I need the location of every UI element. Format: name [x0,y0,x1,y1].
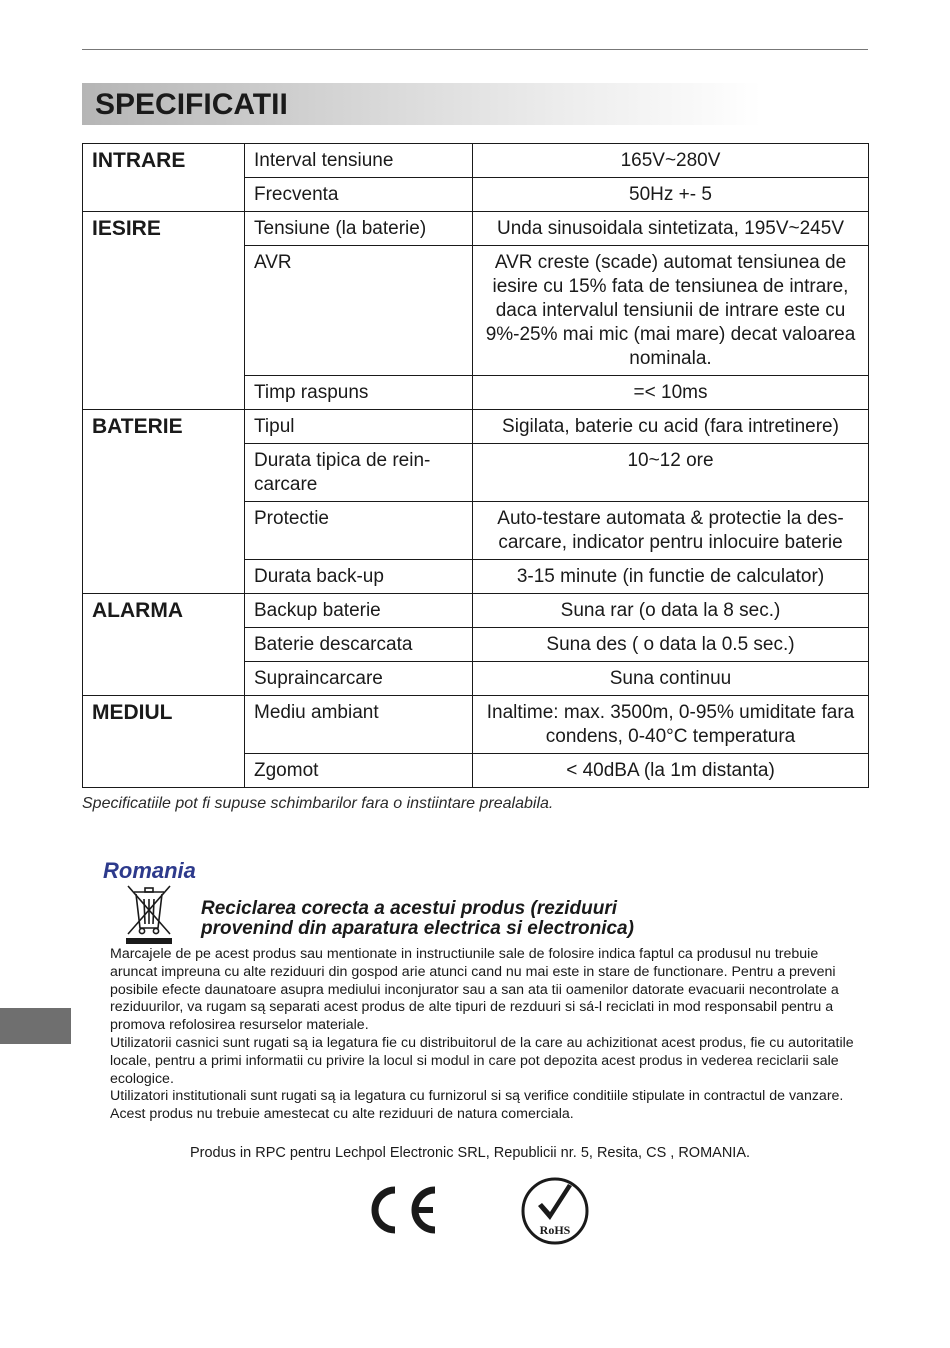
category-cell: BATERIE [83,410,245,594]
spec-label: Timp raspuns [245,376,473,410]
spec-value: Inaltime: max. 3500m, 0-95% umiditate fara condens, 0-40°C temperatura [473,696,869,754]
recycling-title-line: provenind din aparatura electrica si electronica) [201,918,634,939]
spec-value: 50Hz +- 5 [473,178,869,212]
table-row [83,594,869,628]
spec-label: Baterie descarcata [245,628,473,662]
table-row [83,410,869,444]
table-row [83,696,869,754]
spec-label: Tensiune (la baterie) [245,212,473,246]
category-cell: MEDIUL [83,696,245,788]
ce-mark-icon [365,1184,439,1236]
spec-value: < 40dBA (la 1m distanta) [473,754,869,788]
category-cell: ALARMA [83,594,245,696]
spec-value: Auto-testare automata & protectie la des-carcare, indicator pentru inlocuire baterie [473,502,869,560]
rohs-label: RoHS [539,1223,571,1237]
recycling-text [110,946,855,1124]
recycling-title [201,899,634,939]
spec-value: Suna des ( o data la 0.5 sec.) [473,628,869,662]
spec-label: Mediu ambiant [245,696,473,754]
spec-label: Zgomot [245,754,473,788]
spec-label: Tipul [245,410,473,444]
specifications-table [82,143,869,788]
spec-value: 3-15 minute (in functie de calculator) [473,560,869,594]
section-heading-bar [82,83,762,125]
table-row [83,212,869,246]
spec-value: Suna continuu [473,662,869,696]
spec-label: Durata back-up [245,560,473,594]
spec-value: Suna rar (o data la 8 sec.) [473,594,869,628]
spec-label: AVR [245,246,473,376]
spec-label: Backup baterie [245,594,473,628]
spec-value: 165V~280V [473,144,869,178]
spec-value: Sigilata, baterie cu acid (fara intretinere) [473,410,869,444]
disclaimer-note: Specificatiile pot fi supuse schimbarilor fara o instiintare prealabila. [82,795,554,812]
spec-label: Frecventa [245,178,473,212]
table-row [83,144,869,178]
paragraph: Marcajele de pe acest produs sau mentionate in instructiunile sale de folosire indica faptul ca produsul nu trebuie aruncat impreuna cu alte reziduuri din gospod arie atunci cand nu mai este in stare de functionare. Pentru a preveni posibile efecte daunatoare asupra mediului inconjurator sau a san ata tii oamenilor datorate evacuarii necontrolate a reziduurilor, va rugam są separati acest produs de alte tipuri de rezduuri si sá-l reciclati in mod responsabil pentru a promova refolosirea resurselor materiale. [110,946,839,1034]
spec-label: Interval tensiune [245,144,473,178]
spec-value: Unda sinusoidala sintetizata, 195V~245V [473,212,869,246]
spec-label: Protectie [245,502,473,560]
paragraph: Utilizatorii casnici sunt rugati są ia legatura fie cu distribuitorul de la care au achizitionat acest produs, fie cu autoritatile locale, pentru a primi informatii cu privire la locul si modul in care pot depozita acest produs in vederea reciclarii sale ecologice. [110,1034,854,1087]
country-label: Romania [103,858,196,883]
producer-line: Produs in RPC pentru Lechpol Electronic SRL, Republicii nr. 5, Resita, CS , ROMANIA. [189,1145,751,1161]
side-page-tab [0,1008,71,1044]
category-cell: INTRARE [83,144,245,212]
paragraph: Utilizatori institutionali sunt rugati są ia legatura cu furnizorul si są verifice conditiile stipulate in contractul de vanzare. Acest produs nu trebuie amestecat cu alte reziduuri de natura comerciala. [110,1088,844,1123]
spec-value: =< 10ms [473,376,869,410]
section-heading: SPECIFICATII [95,88,288,121]
weee-crossed-bin-icon [124,883,174,945]
spec-value: 10~12 ore [473,444,869,502]
category-cell: IESIRE [83,212,245,410]
top-rule [82,49,868,50]
recycling-title-line: Reciclarea corecta a acestui produs (reziduuri [201,898,618,919]
spec-value: AVR creste (scade) automat tensiunea de iesire cu 15% fata de tensiunea de intrare, daca intervalul tensiunii de intrare este cu 9%-25% mai mic (mai mare) decat valoarea nominala. [473,246,869,376]
spec-label: Durata tipica de rein-carcare [245,444,473,502]
spec-label: Supraincarcare [245,662,473,696]
rohs-check-icon [520,1176,590,1246]
